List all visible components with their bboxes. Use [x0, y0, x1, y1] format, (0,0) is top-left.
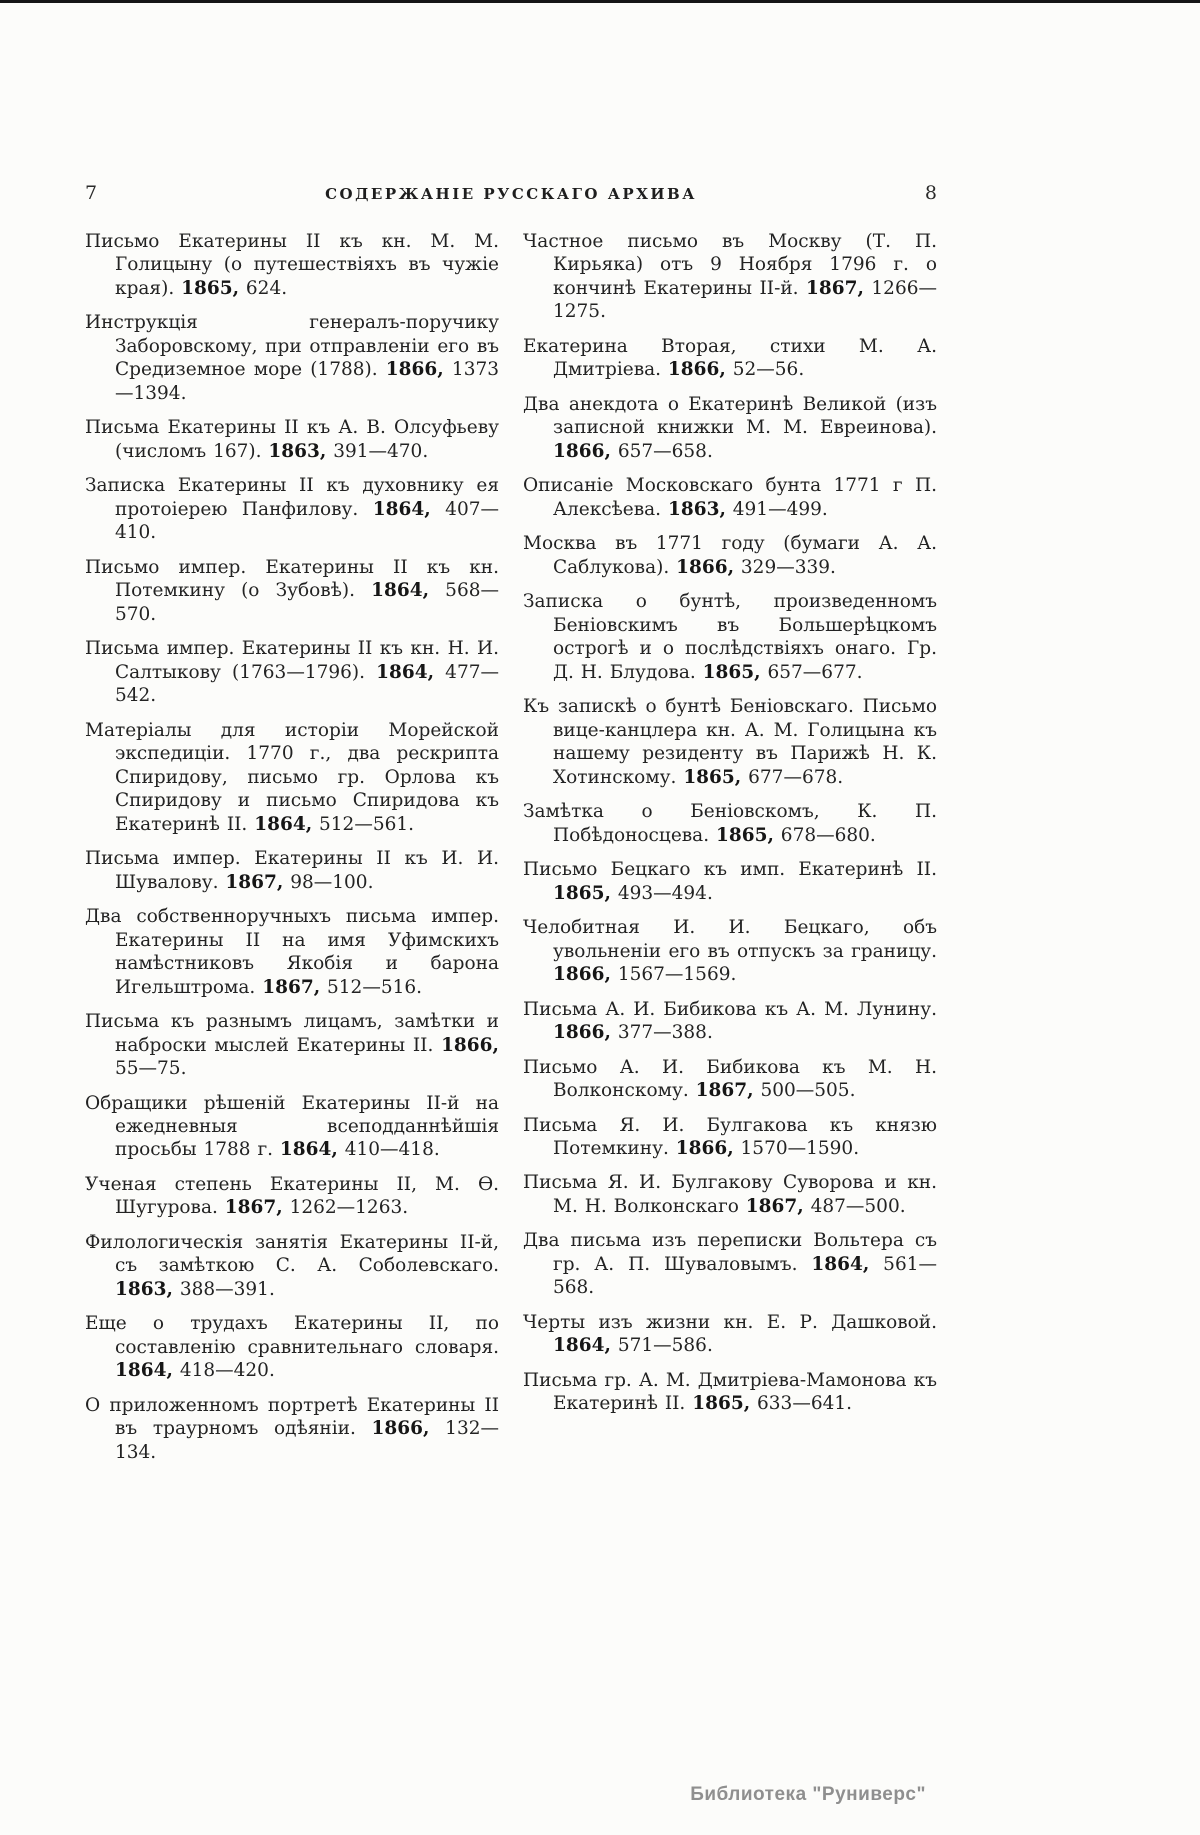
entry-year: 1864,	[254, 813, 313, 835]
entry-text: Замѣтка о Беніовскомъ, К. П. Побѣдоносцева.	[523, 801, 937, 846]
entry-pages: 491—499.	[725, 498, 828, 520]
entry-year: 1864,	[115, 1360, 173, 1382]
entry-year: 1865,	[683, 766, 742, 788]
entry-text: Письмо Бецкаго къ имп. Екатеринѣ II.	[523, 859, 937, 881]
entry-pages: 1266—1275.	[553, 277, 937, 323]
right-page-number: 8	[924, 182, 937, 204]
entry-text: Письма къ разнымъ лицамъ, замѣтки и наброски мыслей Екатерины II.	[85, 1011, 499, 1056]
entry-text: Описаніе Московскаго бунта 1771 г П. Алексѣева.	[523, 475, 937, 520]
toc-entry	[85, 1312, 499, 1382]
toc-entry	[523, 695, 937, 789]
entry-text: Еще о трудахъ Екатерины II, по составленію сравнительнаго словаря.	[85, 1313, 499, 1358]
entry-pages: 410—418.	[337, 1139, 440, 1161]
toc-entry	[85, 556, 499, 626]
entry-pages: 493—494.	[610, 882, 713, 904]
toc-entry	[523, 393, 937, 463]
entry-pages: 487—500.	[803, 1195, 906, 1217]
entry-pages: 329—339.	[734, 556, 836, 578]
toc-entry	[523, 1311, 937, 1358]
entry-text: Письмо А. И. Бибикова къ М. Н. Волконскому.	[523, 1056, 937, 1102]
entry-text: Письмо Екатерины II къ кн. М. М. Голицыну (о путешествіяхъ въ чужіе края).	[85, 231, 499, 299]
page-title: СОДЕРЖАНІЕ РУССКАГО АРХИВА	[325, 185, 697, 203]
entry-year: 1867,	[806, 277, 864, 299]
entry-year: 1865,	[692, 1393, 751, 1415]
entry-year: 1866,	[553, 964, 611, 986]
entry-pages: 633—641.	[750, 1393, 853, 1415]
entry-year: 1866,	[441, 1034, 499, 1056]
toc-entry	[523, 858, 937, 905]
toc-entry	[85, 719, 499, 836]
toc-entry	[85, 905, 499, 999]
entry-year: 1867,	[745, 1195, 804, 1217]
entry-year: 1864,	[553, 1335, 611, 1357]
entry-pages: 568—570.	[115, 580, 499, 625]
entry-year: 1865,	[553, 882, 611, 904]
toc-columns	[85, 230, 937, 1475]
entry-text: Филологическія занятія Екатерины II-й, съ замѣткою С. А. Соболевскаго.	[85, 1231, 499, 1277]
entry-text: Обращики рѣшеній Екатерины II-й на ежедневныя всеподданнѣйшія просьбы 1788 г.	[85, 1092, 499, 1161]
toc-entry	[523, 230, 937, 324]
entry-pages: 512—561.	[312, 813, 415, 835]
left-column	[85, 230, 499, 1475]
entry-year: 1866,	[553, 1022, 611, 1044]
toc-entry	[523, 1114, 937, 1161]
entry-year: 1866,	[667, 359, 726, 381]
right-column	[523, 230, 937, 1475]
entry-pages: 477—542.	[115, 661, 499, 707]
entry-text: Ученая степень Екатерины II, М. Ѳ. Шугурова.	[85, 1173, 499, 1219]
entry-pages: 418—420.	[172, 1360, 275, 1382]
entry-text: Челобитная И. И. Бецкаго, объ увольненіи его въ отпускъ за границу.	[523, 917, 937, 962]
entry-year: 1866,	[676, 556, 735, 578]
entry-pages: 512—516.	[320, 976, 423, 998]
toc-entry	[85, 847, 499, 894]
running-head	[85, 182, 937, 204]
entry-year: 1866,	[675, 1137, 734, 1159]
entry-year: 1864,	[372, 498, 431, 520]
entry-text: Письма Екатерины II къ А. В. Олсуфьеву (числомъ 167).	[85, 417, 499, 462]
entry-pages: 571—586.	[610, 1335, 713, 1357]
entry-text: Письма А. И. Бибикова къ А. М. Лунину.	[523, 998, 937, 1020]
entry-pages: 377—388.	[610, 1022, 713, 1044]
entry-pages: 1373—1394.	[115, 359, 500, 404]
toc-entry	[85, 1092, 499, 1162]
entry-pages: 678—680.	[773, 824, 876, 846]
entry-text: Записка Екатерины II къ духовнику ея протоіерею Панфилову.	[85, 475, 499, 520]
entry-pages: 1567—1569.	[610, 964, 737, 986]
toc-entry	[85, 637, 499, 707]
entry-year: 1864,	[376, 661, 435, 683]
library-watermark: Библиотека "Руниверс"	[690, 1784, 926, 1805]
entry-text: Два письма изъ переписки Вольтера съ гр. А. П. Шуваловымъ.	[523, 1230, 937, 1275]
toc-entry	[85, 1010, 499, 1080]
entry-pages: 388—391.	[172, 1278, 275, 1300]
entry-text: Екатерина Вторая, стихи М. А. Дмитріева.	[523, 335, 937, 381]
left-page-number: 7	[85, 182, 98, 204]
entry-text: Письма импер. Екатерины II къ кн. Н. И. Салтыкову (1763—1796).	[85, 638, 499, 683]
scan-edge-artifact	[0, 0, 1200, 3]
toc-entry	[85, 1394, 499, 1464]
entry-pages: 391—470.	[326, 440, 429, 462]
entry-year: 1863,	[115, 1278, 173, 1300]
book-page	[85, 182, 937, 1475]
entry-year: 1866,	[385, 359, 444, 381]
entry-text: Два анекдота о Екатеринѣ Великой (изъ записной книжки М. М. Евреинова).	[523, 393, 937, 439]
entry-year: 1867,	[225, 871, 284, 893]
toc-entry	[523, 916, 937, 986]
entry-pages: 657—658.	[610, 440, 713, 462]
entry-year: 1864,	[279, 1139, 338, 1161]
entry-pages: 561—568.	[553, 1253, 937, 1299]
entry-text: Инструкція генералъ-поручику Заборовскому, при отправленіи его въ Средиземное море (1788).	[85, 312, 499, 381]
entry-text: Письма гр. А. М. Дмитріева-Мамонова къ Екатеринѣ II.	[523, 1369, 937, 1415]
entry-text: Къ запискѣ о бунтѣ Беніовскаго. Письмо вице-канцлера кн. А. М. Голицына къ нашему резиденту въ Парижѣ Н. К. Хотинскому.	[523, 696, 937, 788]
entry-pages: 98—100.	[283, 871, 374, 893]
toc-entry	[523, 1056, 937, 1103]
entry-year: 1867,	[695, 1080, 754, 1102]
entry-pages: 657—677.	[760, 661, 863, 683]
entry-year: 1866,	[371, 1418, 430, 1440]
entry-year: 1865,	[181, 277, 240, 299]
entry-text: Матеріалы для исторіи Морейской экспедиціи. 1770 г., два рескрипта Спиридову, письмо гр. Орлова къ Спиридову и письмо Спиридова къ Екатеринѣ II.	[85, 719, 499, 835]
entry-year: 1864,	[811, 1253, 870, 1275]
toc-entry	[523, 590, 937, 684]
entry-pages: 55—75.	[115, 1058, 187, 1080]
entry-pages: 52—56.	[725, 359, 805, 381]
toc-entry	[523, 532, 937, 579]
entry-year: 1865,	[702, 661, 761, 683]
entry-pages: 1570—1590.	[733, 1137, 860, 1159]
entry-year: 1863,	[268, 440, 327, 462]
entry-text: Два собственноручныхъ письма импер. Екатерины II на имя Уфимскихъ намѣстниковъ Якобія и барона Игельштрома.	[85, 906, 499, 998]
entry-text: Черты изъ жизни кн. Е. Р. Дашковой.	[523, 1311, 937, 1333]
toc-entry	[85, 474, 499, 544]
entry-year: 1865,	[715, 824, 774, 846]
toc-entry	[523, 1229, 937, 1299]
entry-text: Частное письмо въ Москву (Т. П. Кирьяка) отъ 9 Ноября 1796 г. о кончинѣ Екатерины II-й.	[523, 231, 937, 299]
toc-entry	[523, 998, 937, 1045]
entry-text: Москва въ 1771 году (бумаги А. А. Саблукова).	[523, 533, 937, 578]
toc-entry	[85, 1231, 499, 1301]
entry-text: Письмо импер. Екатерины II къ кн. Потемкину (о Зубовѣ).	[85, 556, 499, 602]
entry-pages: 132—134.	[115, 1418, 499, 1463]
entry-pages: 500—505.	[753, 1080, 856, 1102]
entry-pages: 1262—1263.	[282, 1197, 409, 1219]
entry-text: Письма импер. Екатерины II къ И. И. Шувалову.	[85, 848, 499, 893]
entry-year: 1863,	[667, 498, 726, 520]
toc-entry	[85, 311, 499, 405]
toc-entry	[523, 800, 937, 847]
entry-pages: 624.	[239, 277, 288, 299]
entry-year: 1866,	[553, 440, 611, 462]
entry-text: Письма Я. И. Булгакову Суворова и кн. М. Н. Волконскаго	[523, 1172, 937, 1217]
toc-entry	[523, 1171, 937, 1218]
entry-pages: 407—410.	[115, 498, 499, 544]
toc-entry	[85, 1173, 499, 1220]
entry-pages: 677—678.	[741, 766, 844, 788]
entry-year: 1867,	[224, 1197, 283, 1219]
toc-entry	[85, 416, 499, 463]
toc-entry	[523, 1369, 937, 1416]
toc-entry	[523, 335, 937, 382]
entry-text: Записка о бунтѣ, произведенномъ Беніовскимъ въ Большерѣцкомъ острогѣ и о послѣдствіяхъ онаго. Гр. Д. Н. Блудова.	[523, 591, 937, 683]
entry-year: 1867,	[262, 976, 321, 998]
toc-entry	[85, 230, 499, 300]
entry-text: Письма Я. И. Булгакова къ князю Потемкину.	[523, 1114, 937, 1159]
entry-year: 1864,	[371, 580, 430, 602]
entry-text: О приложенномъ портретѣ Екатерины II въ траурномъ одѣяніи.	[85, 1394, 499, 1440]
toc-entry	[523, 474, 937, 521]
